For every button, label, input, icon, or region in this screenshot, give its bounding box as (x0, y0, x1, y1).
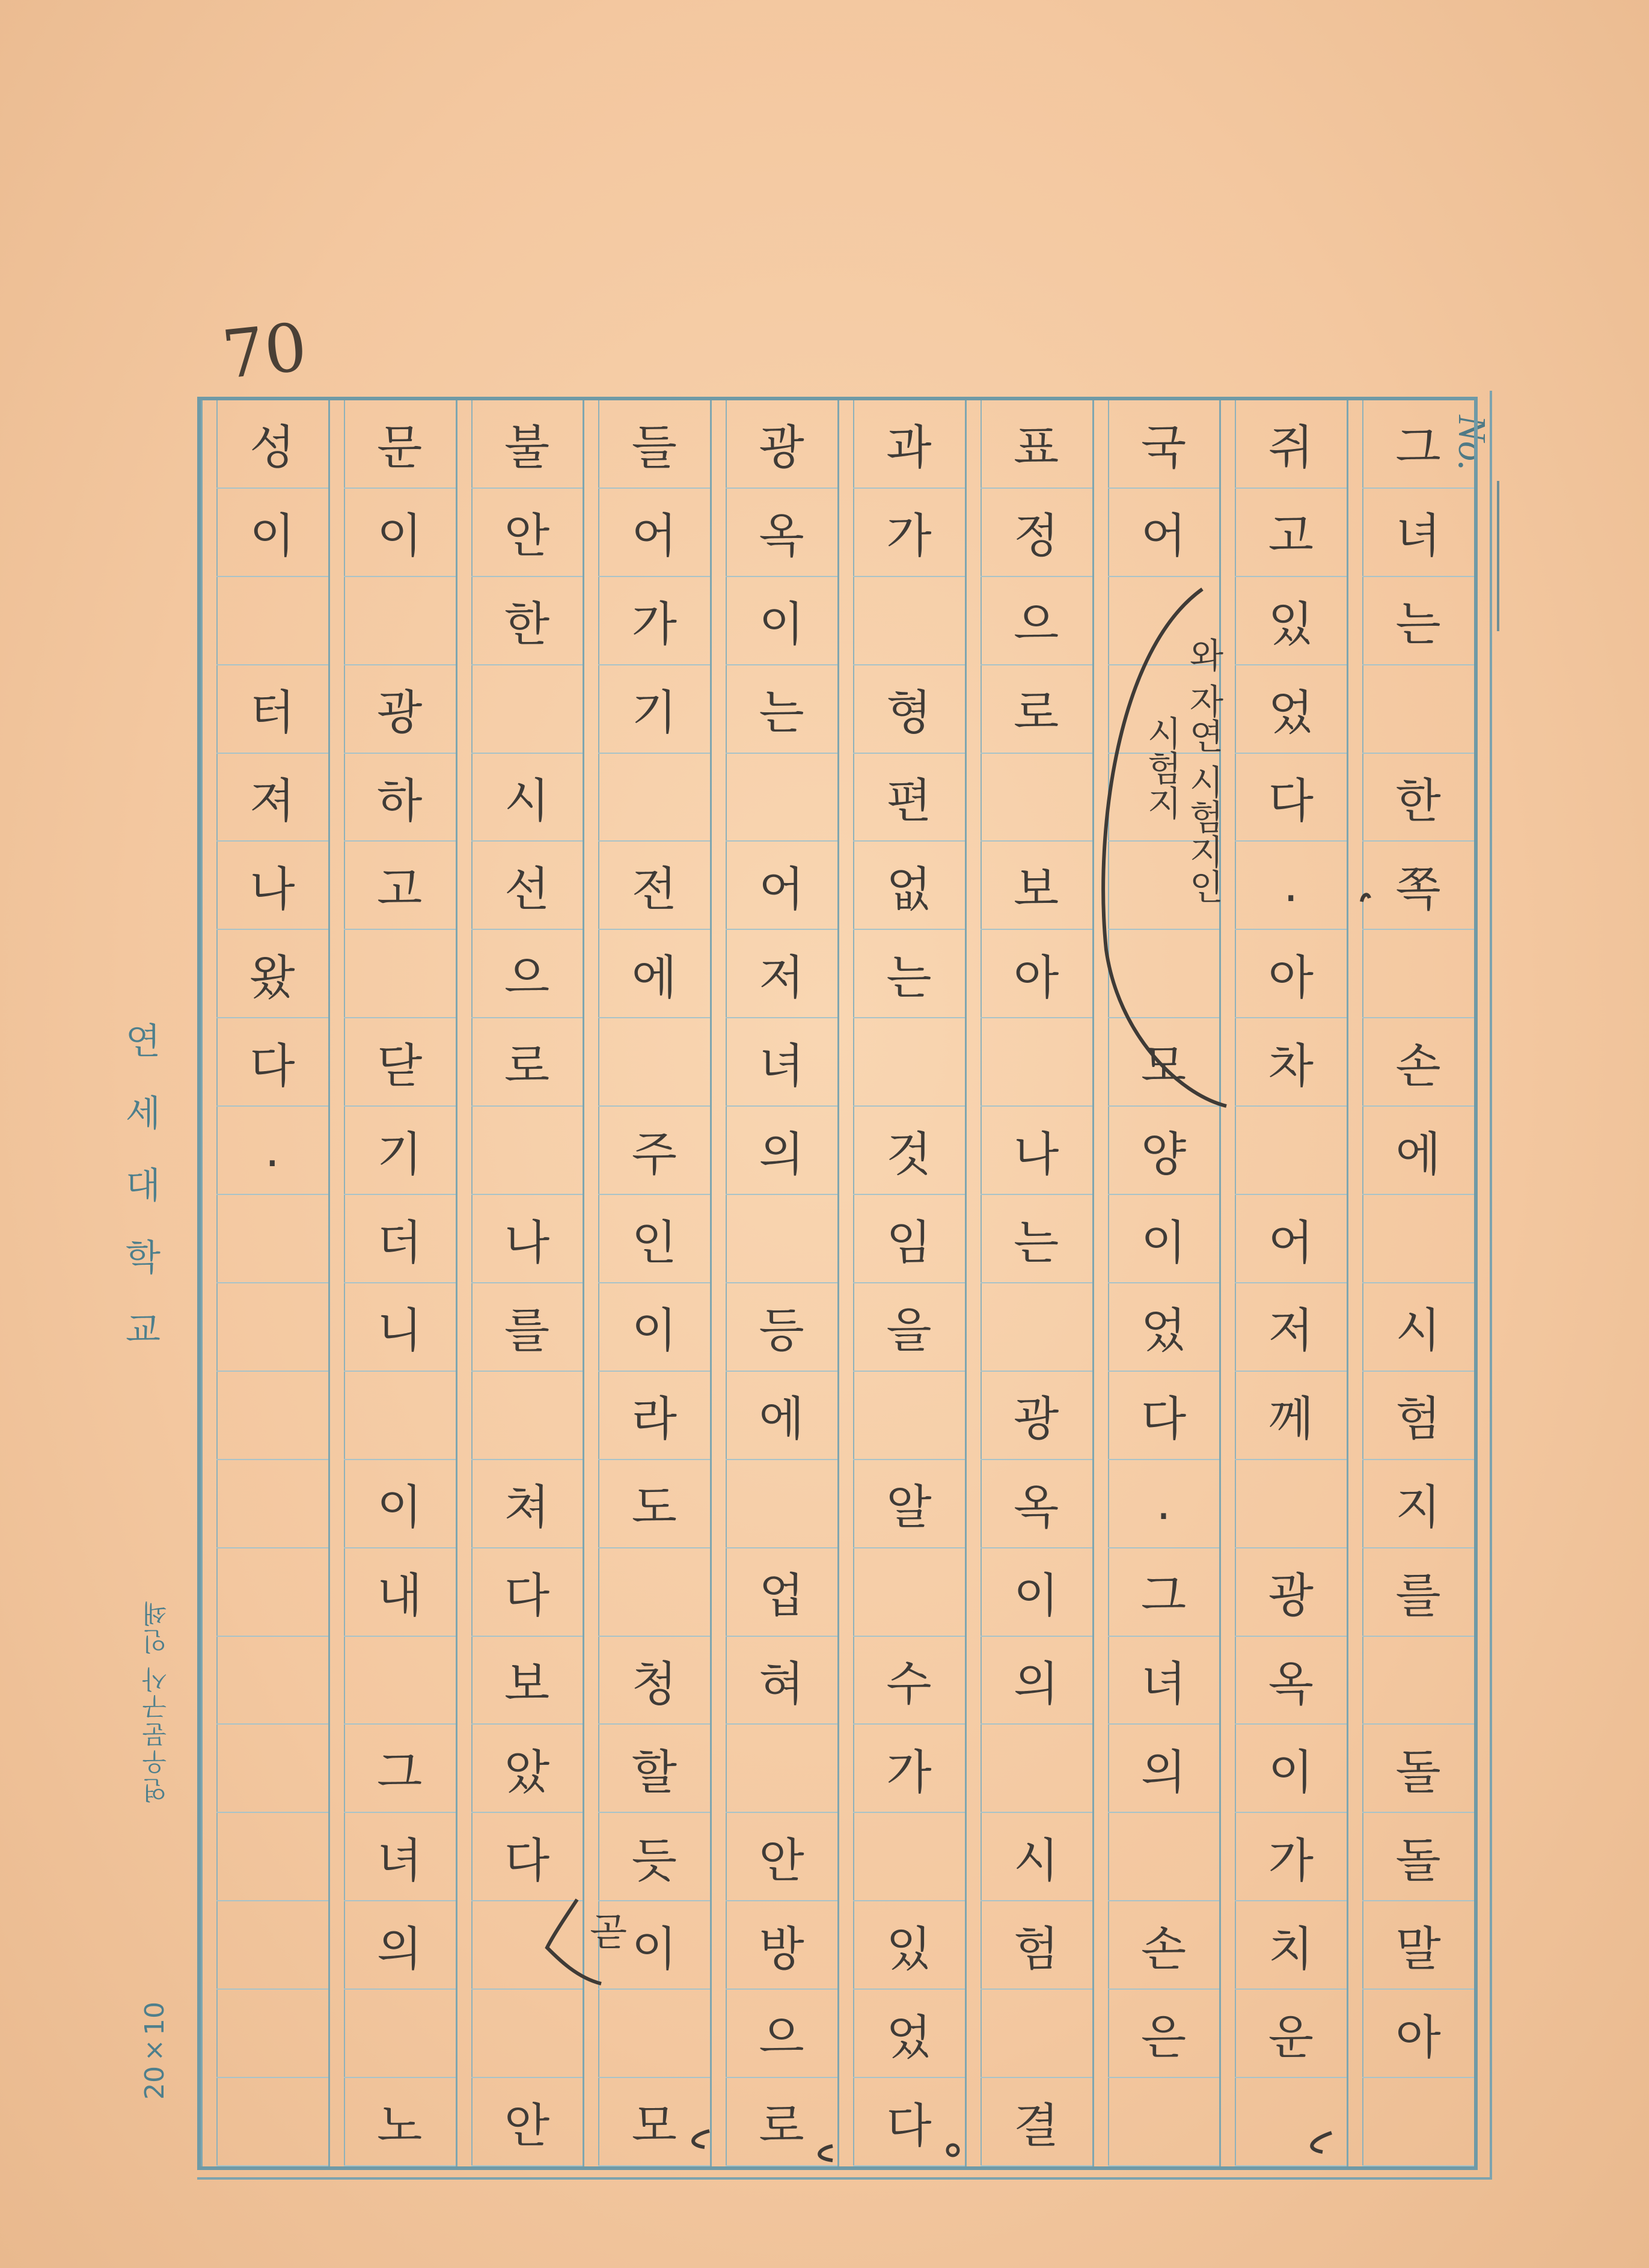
grid-cell: 인 (598, 1195, 710, 1283)
grid-cell: 로 (981, 665, 1092, 754)
grid-cell: 업 (726, 1548, 837, 1637)
grid-cell: 닫 (344, 1018, 456, 1107)
grid-cell: 정 (981, 489, 1092, 577)
grid-cell: 에 (598, 930, 710, 1018)
grid-cell (216, 1195, 328, 1283)
grid-cell: 가 (853, 489, 965, 577)
grid-cell (853, 1813, 965, 1901)
grid-cell: 어 (726, 842, 837, 931)
grid-cell: 를 (1362, 1548, 1474, 1637)
grid-cell: 말 (1362, 1901, 1474, 1990)
grid-cell: 모 (598, 2078, 710, 2166)
grid-cell: 를 (471, 1283, 583, 1372)
grid-cell: . (216, 1107, 328, 1195)
grid-cell (216, 1901, 328, 1990)
grid-cell: 나 (981, 1107, 1092, 1195)
grid-cell (726, 1195, 837, 1283)
grid-cell (1362, 930, 1474, 1018)
grid-cell (1362, 665, 1474, 754)
grid-cell: 표 (981, 400, 1092, 489)
grid-cell: 으 (471, 930, 583, 1018)
grid-cell: 아 (1362, 1990, 1474, 2078)
grid-cell: 험 (981, 1901, 1092, 1990)
grid-cell: 으 (726, 1990, 837, 2078)
margin-school-name: 연세대학교 (119, 1022, 161, 1383)
grid-cell: 있 (853, 1901, 965, 1990)
grid-cell: 전 (598, 842, 710, 931)
grid-cell: 운 (1235, 1990, 1347, 2078)
grid-cell: 이 (598, 1901, 710, 1990)
grid-cell: 노 (344, 2078, 456, 2166)
grid-cell: 었 (1235, 665, 1347, 754)
grid-cell: 광 (726, 400, 837, 489)
grid-cell: 결 (981, 2078, 1092, 2166)
grid-cell: 는 (853, 930, 965, 1018)
grid-cell: 이 (598, 1283, 710, 1372)
grid-cell (1235, 1107, 1347, 1195)
grid-cell: 등 (726, 1283, 837, 1372)
grid-cell (1235, 2078, 1347, 2166)
grid-cell: 한 (1362, 754, 1474, 842)
grid-cell (1362, 2078, 1474, 2166)
grid-cell (216, 1725, 328, 1814)
grid-cell: 이 (344, 489, 456, 577)
grid-cell: 가 (1235, 1813, 1347, 1901)
grid-cell: 성 (216, 400, 328, 489)
grid-cell: . (1108, 1460, 1220, 1548)
grid-cell: 의 (726, 1107, 837, 1195)
grid-cell: 다 (1235, 754, 1347, 842)
grid-cell: 다 (853, 2078, 965, 2166)
grid-cell: 보 (471, 1637, 583, 1725)
grid-cell: 은 (1108, 1990, 1220, 2078)
grid-cell: 왔 (216, 930, 328, 1018)
grid-cell: 그 (344, 1725, 456, 1814)
grid-cell: 그 (1362, 400, 1474, 489)
grid-cell (471, 1990, 583, 2078)
grid-cell (1235, 1460, 1347, 1548)
grid-cell: 다 (1108, 1372, 1220, 1460)
grid-cell: 을 (853, 1283, 965, 1372)
grid-cell: 하 (344, 754, 456, 842)
grid-cell: 안 (726, 1813, 837, 1901)
grid-cell: 시 (471, 754, 583, 842)
grid-cell (344, 1637, 456, 1725)
grid-cell (216, 577, 328, 665)
grid-cell: 아 (981, 930, 1092, 1018)
grid-cell: 라 (598, 1372, 710, 1460)
grid-cell: 나 (216, 842, 328, 931)
grid-cell (216, 1813, 328, 1901)
grid-cell: 았 (471, 1725, 583, 1814)
grid-cell (344, 930, 456, 1018)
grid-cell (344, 1990, 456, 2078)
grid-cell: 었 (853, 1990, 965, 2078)
grid-cell: 들 (598, 400, 710, 489)
grid-cell: 이 (216, 489, 328, 577)
grid-cell: 보 (981, 842, 1092, 931)
grid-cell: 터 (216, 665, 328, 754)
grid-cell (216, 1460, 328, 1548)
manuscript-grid (197, 397, 1478, 2170)
grid-cell: 없 (853, 842, 965, 931)
grid-cell: 가 (853, 1725, 965, 1814)
grid-cell: 고 (1235, 489, 1347, 577)
grid-cell: 광 (1235, 1548, 1347, 1637)
grid-cell: 다 (471, 1548, 583, 1637)
grid-cell: 돌 (1362, 1813, 1474, 1901)
grid-cell: 지 (1362, 1460, 1474, 1548)
grid-cell: 그 (1108, 1548, 1220, 1637)
grid-cell (471, 665, 583, 754)
grid-cell: 저 (1235, 1283, 1347, 1372)
grid-cell: 다 (216, 1018, 328, 1107)
grid-cell: 는 (726, 665, 837, 754)
grid-cell (981, 1283, 1092, 1372)
grid-cell: 한 (471, 577, 583, 665)
grid-cell: 옥 (981, 1460, 1092, 1548)
grid-cell (853, 1372, 965, 1460)
grid-cell (853, 577, 965, 665)
grid-cell: 주 (598, 1107, 710, 1195)
grid-cell: 기 (598, 665, 710, 754)
grid-cell: 손 (1108, 1901, 1220, 1990)
grid-cell (726, 1460, 837, 1548)
grid-cell (216, 1283, 328, 1372)
grid-cell: 는 (1362, 577, 1474, 665)
grid-cell (216, 1548, 328, 1637)
grid-cell: 이 (981, 1548, 1092, 1637)
grid-cell: 녀 (1362, 489, 1474, 577)
grid-cell (471, 1372, 583, 1460)
grid-cell: 기 (344, 1107, 456, 1195)
grid-cell: 혀 (726, 1637, 837, 1725)
grid-cell: 도 (598, 1460, 710, 1548)
grid-cell: 이 (1235, 1725, 1347, 1814)
grid-cell: 손 (1362, 1018, 1474, 1107)
grid-cell: 었 (1108, 1283, 1220, 1372)
grid-cell: 나 (471, 1195, 583, 1283)
grid-cell: 의 (1108, 1725, 1220, 1814)
grid-cell: 가 (598, 577, 710, 665)
grid-cell: 께 (1235, 1372, 1347, 1460)
grid-cell: 옥 (1235, 1637, 1347, 1725)
grid-cell: 할 (598, 1725, 710, 1814)
grid-cell: 시 (981, 1813, 1092, 1901)
grid-cell: 이 (344, 1460, 456, 1548)
grid-cell: 국 (1108, 400, 1220, 489)
grid-cell (981, 754, 1092, 842)
grid-cell (598, 1018, 710, 1107)
grid-cell (981, 1018, 1092, 1107)
grid-cell (853, 1548, 965, 1637)
grid-cell: 에 (726, 1372, 837, 1460)
grid-cell: 광 (344, 665, 456, 754)
grid-cell: 선 (471, 842, 583, 931)
grid-cell (981, 1725, 1092, 1814)
edit-insertion-c: 곧 (583, 1912, 627, 1950)
no-label: No. (1450, 415, 1494, 471)
grid-cell: 돌 (1362, 1725, 1474, 1814)
grid-cell (1108, 1813, 1220, 1901)
no-underline (1497, 481, 1499, 631)
grid-cell: 것 (853, 1107, 965, 1195)
grid-cell: 저 (726, 930, 837, 1018)
grid-cell: 안 (471, 2078, 583, 2166)
grid-cell: 문 (344, 400, 456, 489)
grid-cell: 형 (853, 665, 965, 754)
edit-insertion-a: 와 자연 시험지인 (1183, 637, 1224, 903)
grid-cell: 더 (344, 1195, 456, 1283)
grid-cell: 치 (1235, 1901, 1347, 1990)
grid-cell (471, 1107, 583, 1195)
grid-cell (726, 1725, 837, 1814)
page-number: 70 (218, 308, 311, 394)
grid-cell: 알 (853, 1460, 965, 1548)
grid-cell (344, 577, 456, 665)
grid-cell: . (1235, 842, 1347, 931)
grid-cell: 이 (1108, 1195, 1220, 1283)
grid-cell: 편 (853, 754, 965, 842)
grid-cell: 쳐 (471, 1460, 583, 1548)
grid-cell: 차 (1235, 1018, 1347, 1107)
grid-cell (598, 1990, 710, 2078)
grid-cell: 쪽 (1362, 842, 1474, 931)
grid-cell: 는 (981, 1195, 1092, 1283)
grid-cell: 녀 (344, 1813, 456, 1901)
grid-cell: 니 (344, 1283, 456, 1372)
grid-cell: 녀 (726, 1018, 837, 1107)
grid-cell: 옥 (726, 489, 837, 577)
grid-cell (1108, 2078, 1220, 2166)
grid-cell: 시 (1362, 1283, 1474, 1372)
grid-cell (598, 1548, 710, 1637)
grid-cell: 이 (726, 577, 837, 665)
grid-cell: 안 (471, 489, 583, 577)
grid-cell: 어 (598, 489, 710, 577)
grid-cell (344, 1372, 456, 1460)
grid-cell (216, 1372, 328, 1460)
grid-cell: 모 (1108, 1018, 1220, 1107)
grid-cell (1362, 1195, 1474, 1283)
grid-cell: 방 (726, 1901, 837, 1990)
grid-cell (216, 1637, 328, 1725)
grid-cell (216, 1990, 328, 2078)
grid-cell: 에 (1362, 1107, 1474, 1195)
grid-cell: 내 (344, 1548, 456, 1637)
margin-printer-credit: 연우문구사 인쇄 (141, 1599, 171, 1803)
grid-cell: 으 (981, 577, 1092, 665)
grid-cell: 로 (471, 1018, 583, 1107)
grid-cell: 의 (981, 1637, 1092, 1725)
grid-cell: 의 (344, 1901, 456, 1990)
grid-cell: 고 (344, 842, 456, 931)
grid-cell (1362, 1637, 1474, 1725)
grid-cell: 임 (853, 1195, 965, 1283)
grid-cell (853, 1018, 965, 1107)
grid-cell: 어 (1235, 1195, 1347, 1283)
grid-cell: 과 (853, 400, 965, 489)
insertion-caret-mark (541, 1894, 613, 1990)
grid-cell: 험 (1362, 1372, 1474, 1460)
edit-insertion-b: 시험지 (1141, 715, 1182, 820)
grid-cell: 있 (1235, 577, 1347, 665)
grid-cell: 청 (598, 1637, 710, 1725)
grid-cell (598, 754, 710, 842)
grid-cell: 쥐 (1235, 400, 1347, 489)
grid-cell (726, 754, 837, 842)
grid-cell: 져 (216, 754, 328, 842)
grid-cell: 어 (1108, 489, 1220, 577)
grid-cell (981, 1990, 1092, 2078)
grid-cell (216, 2078, 328, 2166)
grid-cell: 광 (981, 1372, 1092, 1460)
grid-cell: 다 (471, 1813, 583, 1901)
margin-grid-size: 20×10 (139, 2002, 170, 2100)
grid-cell: 불 (471, 400, 583, 489)
grid-cell: 로 (726, 2078, 837, 2166)
grid-cell: 아 (1235, 930, 1347, 1018)
grid-cell: 녀 (1108, 1637, 1220, 1725)
grid-cell: 수 (853, 1637, 965, 1725)
grid-cell: 듯 (598, 1813, 710, 1901)
grid-cell: 양 (1108, 1107, 1220, 1195)
